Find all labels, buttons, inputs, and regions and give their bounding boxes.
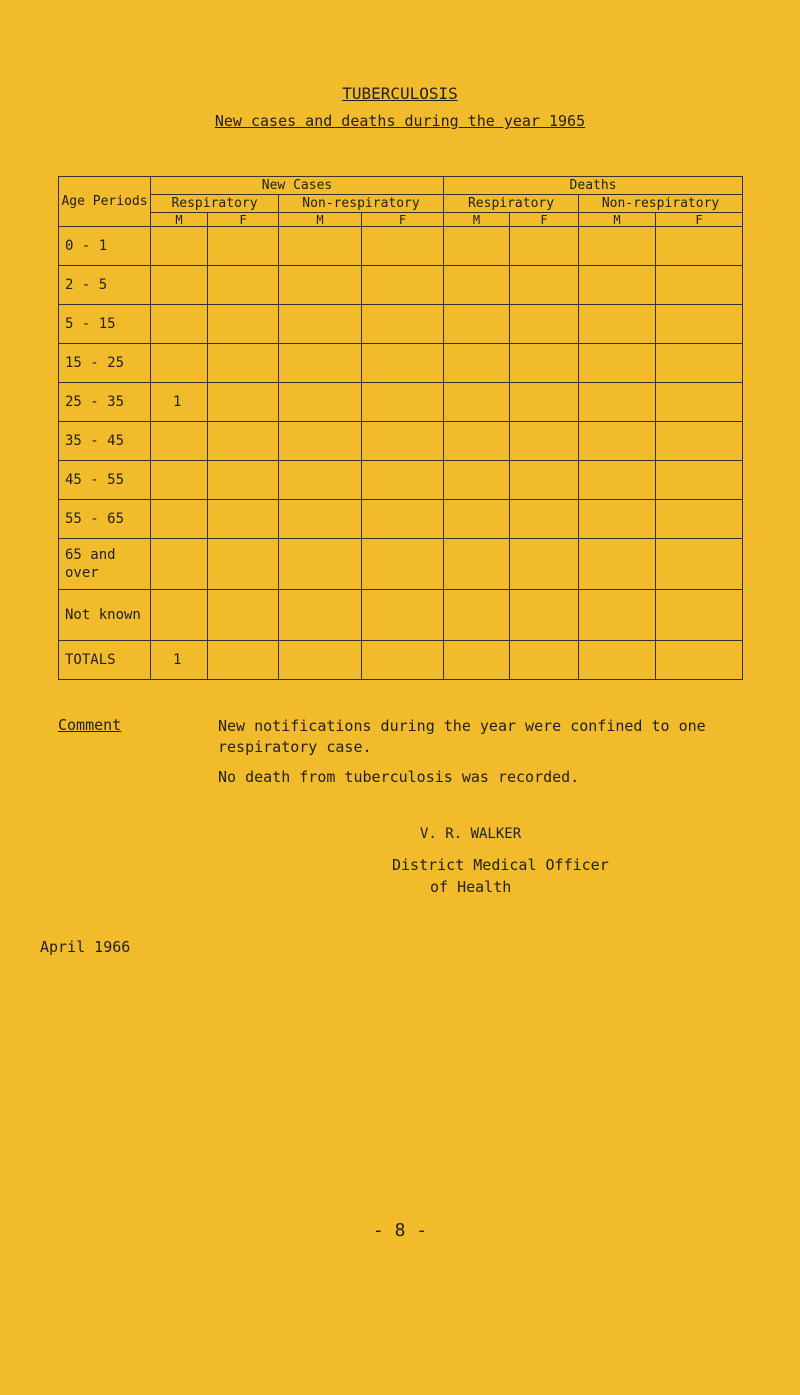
- comment-heading: Comment: [58, 716, 122, 734]
- table-cell: [579, 227, 656, 266]
- table-cell: [444, 590, 510, 641]
- table-cell: [444, 344, 510, 383]
- sex-header: F: [510, 213, 579, 227]
- table-cell: 1: [151, 383, 208, 422]
- table-cell: [279, 383, 362, 422]
- table-cell: [279, 227, 362, 266]
- table-cell: [208, 500, 279, 539]
- age-period-label: 25 - 35: [59, 383, 151, 422]
- table-cell: [362, 500, 444, 539]
- table-row: [59, 500, 743, 539]
- table-cell: [656, 461, 743, 500]
- table-cell: [579, 539, 656, 590]
- table-cell: [151, 344, 208, 383]
- table-cell: [279, 305, 362, 344]
- table-cell: [279, 641, 362, 680]
- table-cell: [510, 266, 579, 305]
- table-cell: [362, 422, 444, 461]
- table-cell: [208, 590, 279, 641]
- table-cell: [656, 383, 743, 422]
- table-cell: [208, 422, 279, 461]
- table-cell: [444, 305, 510, 344]
- page-number: - 8 -: [372, 1220, 428, 1241]
- table-cell: [656, 641, 743, 680]
- sex-header: M: [279, 213, 362, 227]
- table-row: [59, 590, 743, 641]
- age-period-label: 2 - 5: [59, 266, 151, 305]
- document-date: April 1966: [40, 938, 131, 956]
- table-cell: [656, 266, 743, 305]
- table-cell: [510, 500, 579, 539]
- table-cell: [151, 461, 208, 500]
- table-cell: [362, 344, 444, 383]
- table-cell: [579, 461, 656, 500]
- table-row: [59, 539, 743, 590]
- table-cell: [208, 227, 279, 266]
- table-cell: [510, 422, 579, 461]
- sub-header: Respiratory: [151, 195, 279, 213]
- table-cell: [444, 227, 510, 266]
- table-cell: [510, 461, 579, 500]
- new-cases-header: New Cases: [151, 177, 444, 195]
- table-cell: [444, 422, 510, 461]
- age-period-label: 55 - 65: [59, 500, 151, 539]
- sex-header: F: [362, 213, 444, 227]
- signature-name: V. R. WALKER: [420, 826, 522, 842]
- table-cell: [579, 266, 656, 305]
- table-cell: [444, 461, 510, 500]
- table-cell: [279, 539, 362, 590]
- page-subtitle: New cases and deaths during the year 1965: [214, 112, 586, 130]
- table-cell: [208, 383, 279, 422]
- age-period-label: 5 - 15: [59, 305, 151, 344]
- table-cell: [208, 461, 279, 500]
- table-cell: [151, 266, 208, 305]
- sub-header: Non-respiratory: [279, 195, 444, 213]
- table-cell: [656, 500, 743, 539]
- age-period-label: 35 - 45: [59, 422, 151, 461]
- table-cell: [279, 266, 362, 305]
- table-cell: [444, 266, 510, 305]
- table-cell: [510, 383, 579, 422]
- table-cell: [279, 500, 362, 539]
- table-cell: [208, 266, 279, 305]
- table-cell: [656, 305, 743, 344]
- table-cell: [279, 590, 362, 641]
- table-row: [59, 227, 743, 266]
- table-cell: [362, 266, 444, 305]
- table-row: [59, 344, 743, 383]
- table-cell: [656, 590, 743, 641]
- table-cell: [510, 344, 579, 383]
- table-cell: [279, 344, 362, 383]
- table-cell: [208, 305, 279, 344]
- table-cell: [444, 500, 510, 539]
- table-cell: [151, 422, 208, 461]
- table-cell: [362, 383, 444, 422]
- age-period-label: 0 - 1: [59, 227, 151, 266]
- table-cell: [362, 227, 444, 266]
- table-row: [59, 422, 743, 461]
- sex-header: F: [208, 213, 279, 227]
- table-cell: [362, 641, 444, 680]
- page-title: TUBERCULOSIS: [342, 84, 458, 103]
- table-row: [59, 266, 743, 305]
- table-cell: [362, 461, 444, 500]
- table-cell: [656, 422, 743, 461]
- sex-header: M: [444, 213, 510, 227]
- comment-note: No death from tuberculosis was recorded.: [218, 768, 580, 786]
- table-cell: [510, 539, 579, 590]
- table-cell: [510, 590, 579, 641]
- table-cell: [444, 539, 510, 590]
- table-cell: [579, 305, 656, 344]
- table-cell: [151, 539, 208, 590]
- deaths-header: Deaths: [444, 177, 743, 195]
- table-cell: [362, 539, 444, 590]
- age-period-label: 45 - 55: [59, 461, 151, 500]
- table-cell: 1: [151, 641, 208, 680]
- age-period-label: 65 and over: [59, 539, 151, 590]
- age-period-label: TOTALS: [59, 641, 151, 680]
- table-cell: [208, 641, 279, 680]
- sex-header: M: [579, 213, 656, 227]
- table-cell: [510, 227, 579, 266]
- table-cell: [444, 641, 510, 680]
- signature-role-2: of Health: [430, 878, 512, 896]
- age-periods-header: Age Periods: [59, 177, 151, 227]
- comment-text: New notifications during the year were confined to one respiratory case.: [218, 717, 706, 756]
- table-row: [59, 305, 743, 344]
- table-cell: [656, 344, 743, 383]
- table-cell: [579, 590, 656, 641]
- table-cell: [151, 500, 208, 539]
- sex-header: F: [656, 213, 743, 227]
- table-cell: [579, 422, 656, 461]
- table-cell: [151, 227, 208, 266]
- table-cell: [579, 383, 656, 422]
- table-cell: [579, 641, 656, 680]
- table-cell: [279, 422, 362, 461]
- age-period-label: Not known: [59, 590, 151, 641]
- table-cell: [656, 227, 743, 266]
- table-cell: [362, 590, 444, 641]
- sub-header: Non-respiratory: [579, 195, 743, 213]
- table-cell: [208, 344, 279, 383]
- table-row: [59, 461, 743, 500]
- signature-role: District Medical Officer: [392, 856, 609, 874]
- sex-header: M: [151, 213, 208, 227]
- table-cell: [510, 641, 579, 680]
- table-row: [59, 641, 743, 680]
- table-cell: [151, 305, 208, 344]
- table-cell: [579, 344, 656, 383]
- table-cell: [208, 539, 279, 590]
- tuberculosis-table: [58, 176, 743, 680]
- table-cell: [279, 461, 362, 500]
- table-cell: [151, 590, 208, 641]
- table-cell: [444, 383, 510, 422]
- sub-header: Respiratory: [444, 195, 579, 213]
- table-cell: [362, 305, 444, 344]
- age-period-label: 15 - 25: [59, 344, 151, 383]
- table-row: [59, 383, 743, 422]
- table-cell: [656, 539, 743, 590]
- table-cell: [579, 500, 656, 539]
- table-cell: [510, 305, 579, 344]
